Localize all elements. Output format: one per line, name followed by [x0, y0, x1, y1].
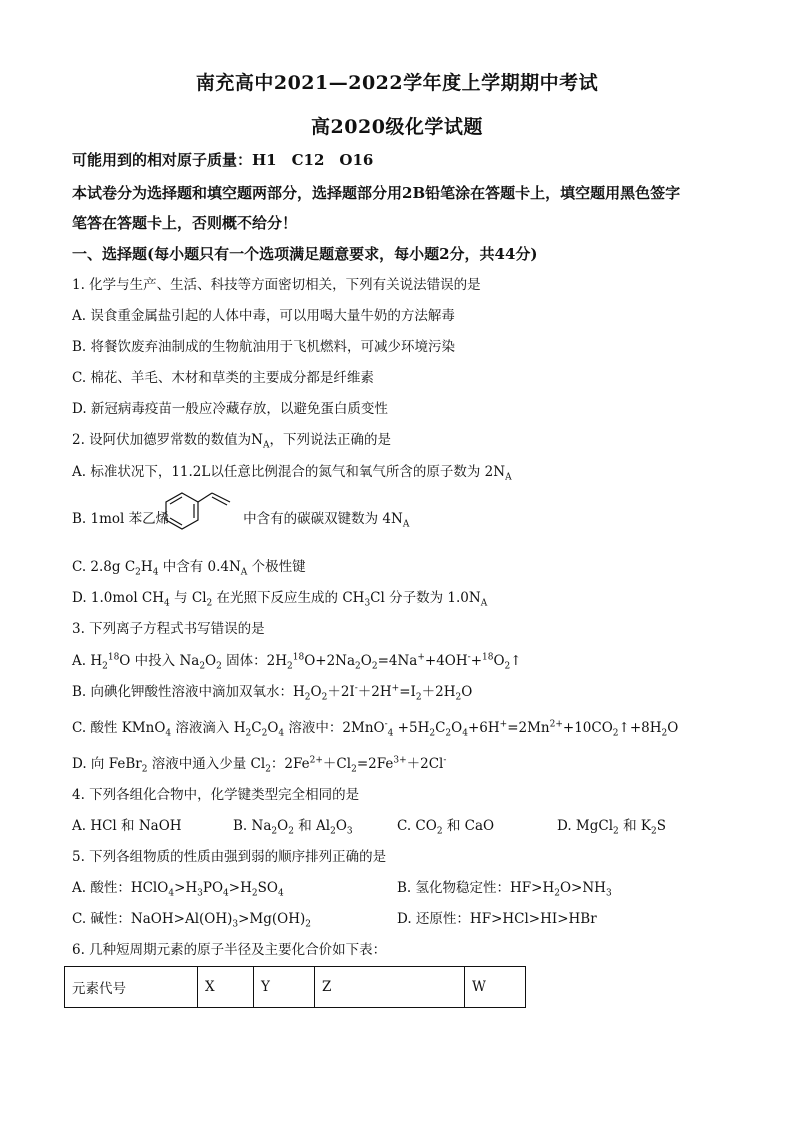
- table-header-cell: Y: [254, 967, 315, 1008]
- table-header-cell: Z: [315, 967, 465, 1008]
- q2-option-b: B. 1mol 苯乙烯 中含有的碳碳双键数为 $4N_A$: [72, 511, 410, 530]
- styrene-structure-icon: [148, 487, 248, 537]
- exam-subtitle: 高2020级化学试题: [311, 116, 483, 138]
- q3-option-a: A. $H_2^{18}O$ 中投入 $Na_2O_2$ 固体：$2H_2^{18}O+2Na_2O_2=4Na^++4OH^-+^{18}O_2↑$: [72, 652, 522, 672]
- q2-option-a: A. 标准状况下，11.2L以任意比例混合的氮气和氧气所含的原子数为 $2N_A$: [72, 464, 512, 483]
- q3-option-b: B. 向碘化钾酸性溶液中滴加双氧水：$H_2O_2+2I^-+2H^+=I_2+2H_2O$: [72, 683, 473, 703]
- q1-option-a: A. 误食重金属盐引起的人体中毒，可以用喝大量牛奶的方法解毒: [72, 308, 455, 324]
- q3-stem: 3. 下列离子方程式书写错误的是: [72, 621, 265, 637]
- atomic-mass-note: 可能用到的相对原子质量：H1 C12 O16: [72, 151, 374, 169]
- q5-option-d: D. 还原性：HF>HCl>HI>HBr: [397, 911, 597, 927]
- element-table: [64, 966, 526, 1008]
- q4-option-d: D. MgCl$_2$ 和 $K_2S$: [557, 818, 666, 837]
- q4-option-b: B. $Na_2O_2$ 和 $Al_2O_3$: [233, 818, 353, 837]
- q1-stem: 1. 化学与生产、生活、科技等方面密切相关，下列有关说法错误的是: [72, 277, 481, 293]
- table-row: [65, 967, 526, 1008]
- q2-stem: 2. 设阿伏加德罗常数的数值为$N_A$，下列说法正确的是: [72, 432, 391, 451]
- q3-option-d: D. 向 FeBr$_2$ 溶液中通入少量 $Cl_2$：$2Fe^{2+}+Cl_2=2Fe^{3+}+2Cl^-$: [72, 755, 447, 775]
- table-header-cell: 元素代号: [65, 967, 198, 1008]
- q1-option-d: D. 新冠病毒疫苗一般应冷藏存放，以避免蛋白质变性: [72, 401, 388, 417]
- q5-stem: 5. 下列各组物质的性质由强到弱的顺序排列正确的是: [72, 849, 387, 865]
- instructions-line-1: 本试卷分为选择题和填空题两部分，选择题部分用2B铅笔涂在答题卡上，填空题用黑色签字: [72, 184, 681, 202]
- exam-title: 南充高中2021—2022学年度上学期期中考试: [195, 72, 599, 94]
- q2-option-d: D. 1.0mol $CH_4$ 与 $Cl_2$ 在光照下反应生成的 $CH_3Cl$ 分子数为 $1.0N_A$: [72, 590, 488, 609]
- q5-option-c: C. 碱性：$NaOH>Al(OH)_3>Mg(OH)_2$: [72, 911, 312, 930]
- section-heading: 一、选择题(每小题只有一个选项满足题意要求，每小题2分，共44分): [72, 245, 538, 263]
- q5-option-b: B. 氢化物稳定性：$HF>H_2O>NH_3$: [397, 880, 612, 899]
- q3-option-c: C. 酸性 KMnO$_4$ 溶液滴入 $H_2C_2O_4$ 溶液中：$2MnO^-_4 +5H_2C_2O_4+6H^+=2Mn^{2+}+10CO_2↑+8H_2O$: [72, 719, 679, 739]
- instructions-line-2: 笔答在答题卡上，否则概不给分！: [72, 214, 298, 232]
- q4-option-a: A. HCl 和 NaOH: [72, 818, 182, 834]
- q2-option-c: C. 2.8g $C_2H_4$ 中含有 $0.4N_A$ 个极性键: [72, 559, 306, 578]
- q5-option-a: A. 酸性：$HClO_4>H_3PO_4>H_2SO_4$: [72, 880, 284, 899]
- table-header-cell: X: [198, 967, 254, 1008]
- q1-option-b: B. 将餐饮废弃油制成的生物航油用于飞机燃料，可减少环境污染: [72, 339, 456, 355]
- q6-stem: 6. 几种短周期元素的原子半径及主要化合价如下表：: [72, 942, 387, 958]
- table-header-cell: W: [465, 967, 526, 1008]
- q4-stem: 4. 下列各组化合物中，化学键类型完全相同的是: [72, 787, 360, 803]
- q1-option-c: C. 棉花、羊毛、木材和草类的主要成分都是纤维素: [72, 370, 374, 386]
- q4-option-c: C. $CO_2$ 和 CaO: [397, 818, 495, 837]
